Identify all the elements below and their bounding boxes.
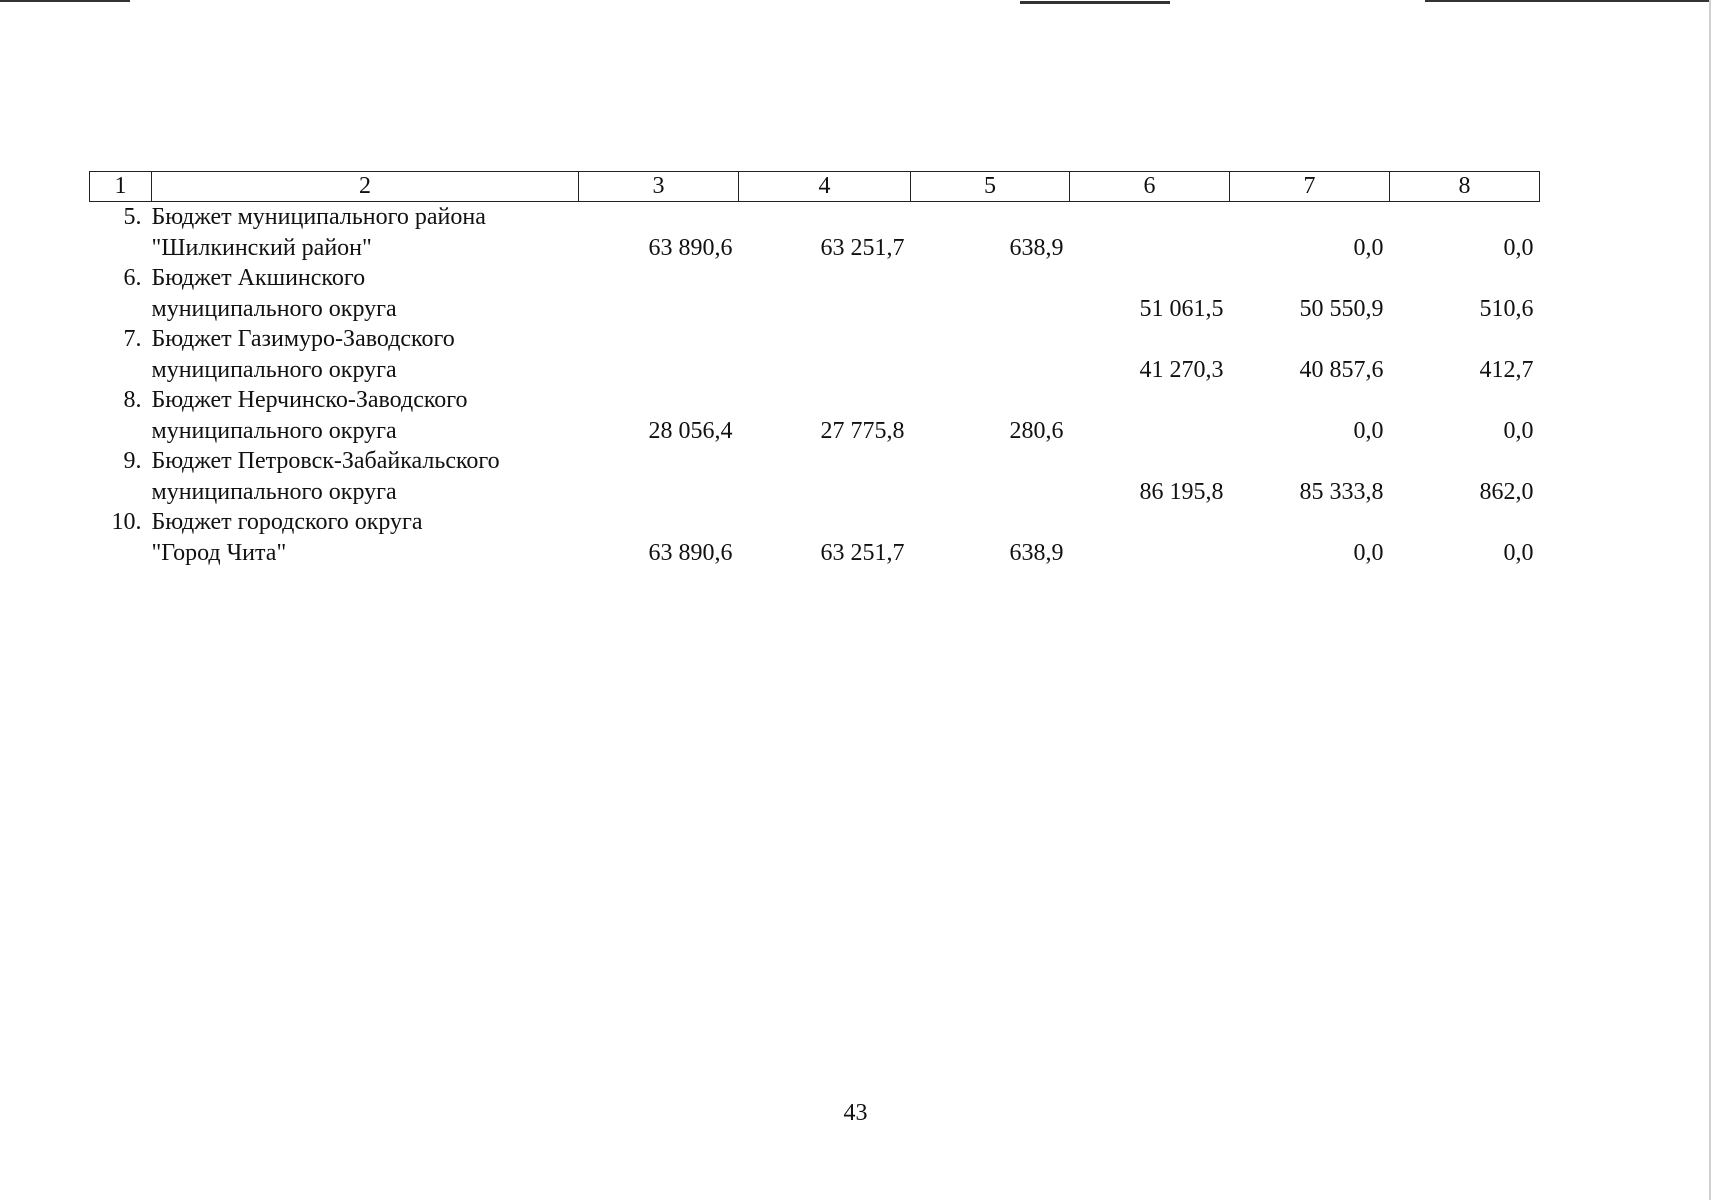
page-number: 43 [843,1100,868,1126]
table-header-row [90,172,1540,202]
table-row [90,507,1540,568]
cell-col4 [739,324,911,385]
cell-col4 [739,446,911,507]
column-header: 7 [1230,172,1390,202]
cell-col6: 86 195,8 [1139,478,1224,505]
budget-name [152,263,579,324]
cell-col5: 280,6 [1009,417,1064,444]
cell-col6 [1070,507,1230,568]
row-number-text: 6. [123,265,142,291]
scan-artifact-line [1425,0,1711,2]
cell-col8: 0,0 [1503,234,1534,261]
row-number [90,324,152,385]
budget-name-line: "Шилкинский район" [151,234,372,261]
row-number [90,446,152,507]
cell-col6 [1070,202,1230,264]
cell-col5: 638,9 [1009,539,1064,566]
column-header: 1 [90,172,152,202]
cell-col5 [911,446,1070,507]
column-header: 4 [739,172,911,202]
budget-name-line: муниципального округа [151,356,397,383]
budget-name-line: Бюджет Газимуро-Заводского [151,326,455,352]
budget-name-line: Бюджет Петровск-Забайкальского [151,448,500,474]
table-row [90,385,1540,446]
cell-col4: 63 251,7 [820,539,905,566]
cell-col6: 51 061,5 [1139,295,1224,322]
scan-artifact-line [0,0,130,2]
cell-col3 [579,263,739,324]
budget-name-line: Бюджет Нерчинско-Заводского [151,387,468,413]
cell-col3: 63 890,6 [648,234,733,261]
table-row [90,263,1540,324]
budget-name [152,507,579,568]
row-number-text: 10. [111,509,142,535]
column-header: 5 [911,172,1070,202]
table-row [90,324,1540,385]
row-number [90,263,152,324]
cell-col7: 40 857,6 [1299,356,1384,383]
cell-col3 [579,446,739,507]
column-header: 6 [1070,172,1230,202]
budget-name-line: Бюджет Акшинского [151,265,366,291]
cell-col7: 50 550,9 [1299,295,1384,322]
cell-col4: 63 251,7 [820,234,905,261]
cell-col4 [739,263,911,324]
table-row [90,202,1540,264]
row-number-text: 5. [123,204,142,230]
budget-name-line: муниципального округа [151,478,397,505]
budget-table [89,171,1540,568]
cell-col8: 0,0 [1503,539,1534,566]
budget-name [152,324,579,385]
table-row [90,446,1540,507]
column-header: 8 [1390,172,1540,202]
cell-col5: 638,9 [1009,234,1064,261]
cell-col5 [911,324,1070,385]
row-number-text: 9. [123,448,142,474]
cell-col3: 63 890,6 [648,539,733,566]
cell-col8: 862,0 [1479,478,1534,505]
cell-col6 [1070,385,1230,446]
row-number-text: 8. [123,387,142,413]
column-header: 2 [152,172,579,202]
cell-col5 [911,263,1070,324]
cell-col3: 28 056,4 [648,417,733,444]
cell-col3 [579,324,739,385]
budget-name-line: муниципального округа [151,295,397,322]
row-number-text: 7. [123,326,142,352]
budget-name [152,202,579,264]
cell-col7: 0,0 [1353,539,1384,566]
budget-name-line: "Город Чита" [151,539,287,566]
budget-name-line: Бюджет городского округа [151,509,423,535]
budget-name-line: Бюджет муниципального района [151,204,486,230]
cell-col6: 41 270,3 [1139,356,1224,383]
budget-name-line: муниципального округа [151,417,397,444]
row-number [90,385,152,446]
budget-name [152,446,579,507]
cell-col7: 0,0 [1353,417,1384,444]
row-number [90,507,152,568]
cell-col8: 510,6 [1479,295,1534,322]
cell-col7: 85 333,8 [1299,478,1384,505]
cell-col8: 0,0 [1503,417,1534,444]
cell-col4: 27 775,8 [820,417,905,444]
column-header: 3 [579,172,739,202]
cell-col7: 0,0 [1353,234,1384,261]
cell-col8: 412,7 [1479,356,1534,383]
budget-name [152,385,579,446]
scan-artifact-line [1020,1,1170,4]
row-number [90,202,152,264]
